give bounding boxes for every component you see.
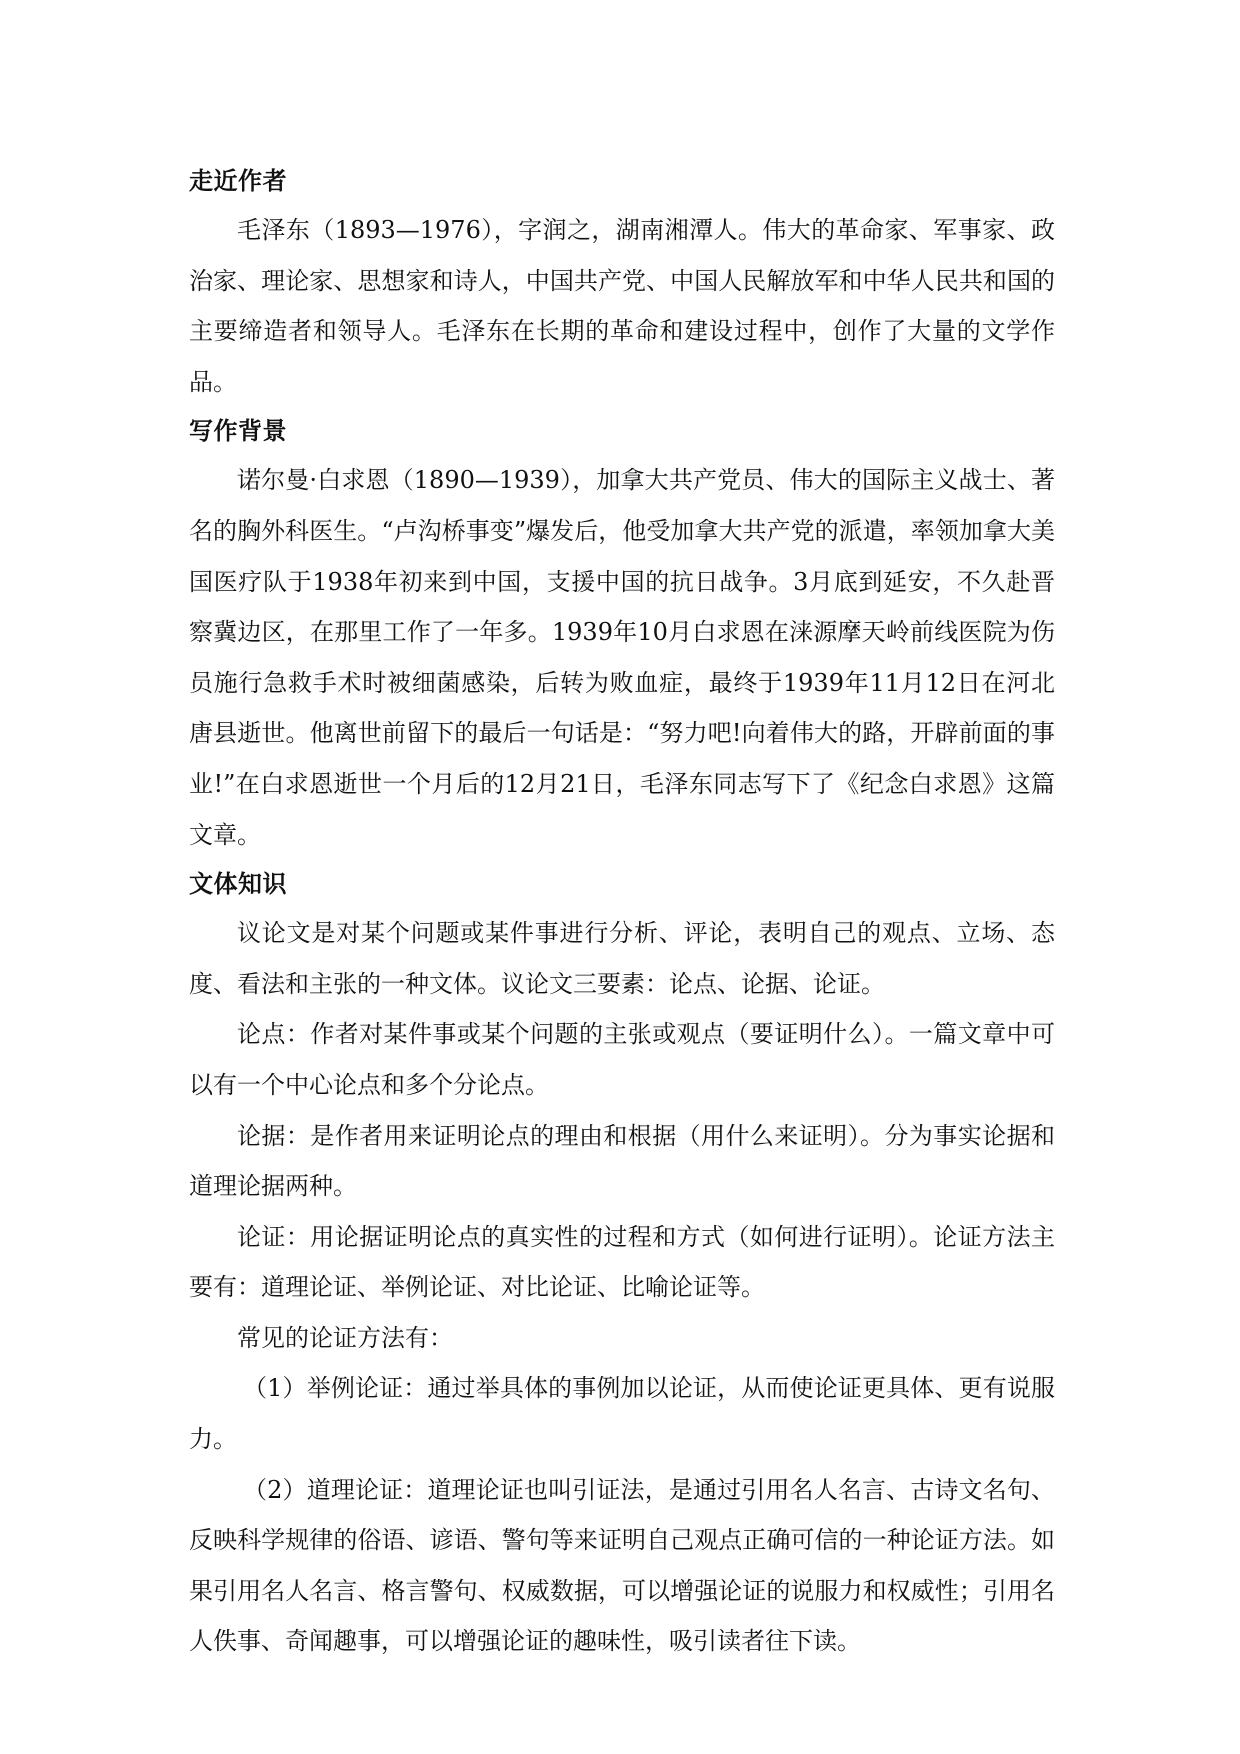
section-heading: 写作背景 [189, 417, 287, 446]
section-genre-knowledge [189, 860, 1055, 1667]
list-item: （1）举例论证：通过举具体的事例加以论证，从而使论证更具体、更有说服力。 [189, 1374, 1055, 1454]
paragraph: 论证：用论据证明论点的真实性的过程和方式（如何进行证明）。论证方法主要有：道理论证、举例论证、对比论证、比喻论证等。 [189, 1222, 1055, 1302]
paragraph: 论点：作者对某件事或某个问题的主张或观点（要证明什么）。一篇文章中可以有一个中心论点和多个分论点。 [189, 1020, 1055, 1099]
section-heading: 文体知识 [189, 870, 287, 899]
list-item: （2）道理论证：道理论证也叫引证法，是通过引用名人名言、古诗文名句、反映科学规律的俗语、谚语、警句等来证明自己观点正确可信的一种论证方法。如果引用名人名言、格言警句、权威数据，可以增强论证的说服力和权威性；引用名人佚事、奇闻趣事，可以增强论证的趣味性，吸引读者往下读。 [189, 1475, 1055, 1656]
paragraph: 论据：是作者用来证明论点的理由和根据（用什么来证明）。分为事实论据和道理论据两种。 [189, 1121, 1055, 1201]
section-background [189, 407, 1055, 860]
section-heading: 走近作者 [189, 167, 287, 195]
section-author [189, 157, 1055, 407]
paragraph: 常见的论证方法有： [237, 1323, 453, 1352]
paragraph: 议论文是对某个问题或某件事进行分析、评论，表明自己的观点、立场、态度、看法和主张的一种文体。议论文三要素：论点、论据、论证。 [189, 919, 1055, 998]
paragraph: 诺尔曼·白求恩（1890—1939），加拿大共产党员、伟大的国际主义战士、著名的胸外科医生。“卢沟桥事变”爆发后，他受加拿大共产党的派遣，率领加拿大美国医疗队于1938年初来到中国，支援中国的抗日战争。3月底到延安，不久赴晋察冀边区，在那里工作了一年多。1939年10月白求恩在涞源摩天岭前线医院为伤员施行急救手术时被细菌感染，后转为败血症，最终于1939年11月12日在河北唐县逝世。他离世前留下的最后一句话是：“努力吧!向着伟大的路，开辟前面的事业!”在白求恩逝世一个月后的12月21日，毛泽东同志写下了《纪念白求恩》这篇文章。 [189, 466, 1055, 849]
document-page [189, 157, 1055, 1667]
paragraph: 毛泽东（1893—1976），字润之，湖南湘潭人。伟大的革命家、军事家、政治家、理论家、思想家和诗人，中国共产党、中国人民解放军和中华人民共和国的主要缔造者和领导人。毛泽东在长期的革命和建设过程中，创作了大量的文学作品。 [189, 216, 1055, 396]
